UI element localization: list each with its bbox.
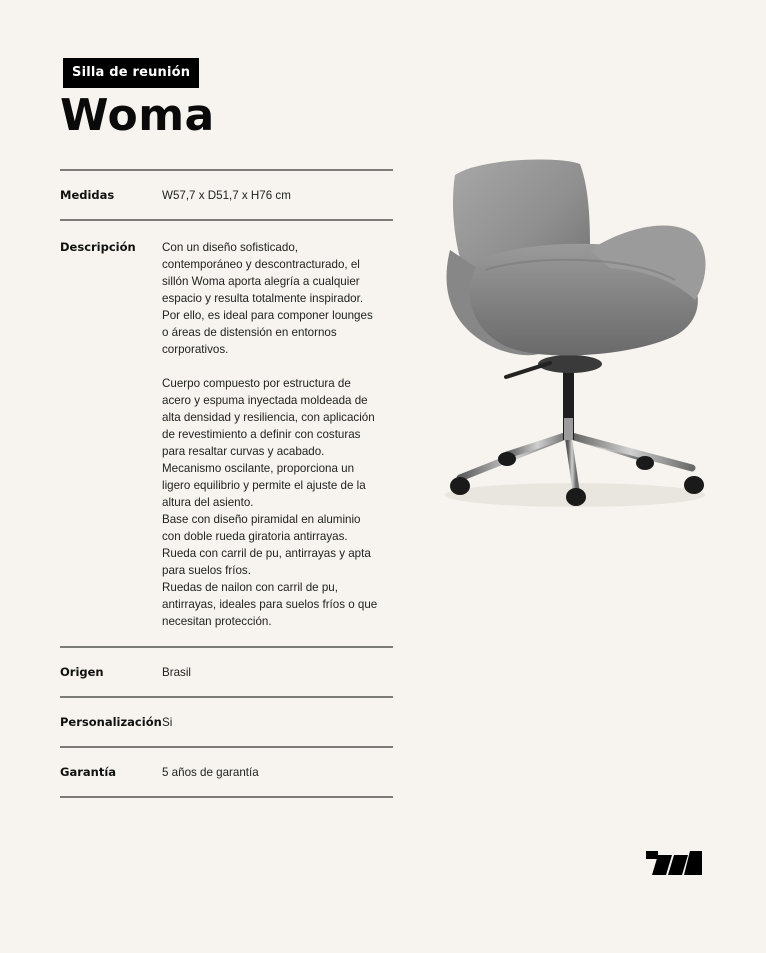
description-paragraph: Cuerpo compuesto por estructura de acero y espuma inyectada moldeada de alta densidad y resiliencia, con aplicación de revestimiento a definir con costuras para resaltar curvas y acabado. Mecanismo oscilante, proporciona un ligero equilibrio y permite el ajuste de la altura del asiento. Base con diseño piramidal en aluminio con doble rueda giratoria antirrayas. Rueda con carril de pu, antirrayas y apta para suelos fríos. Ruedas de nailon con carril de pu, antirrayas, ideales para suelos fríos o que necesitan protección. (162, 377, 378, 628)
spec-label-origen: Origen (60, 664, 104, 679)
product-title: Woma (60, 90, 215, 141)
spec-row-medidas (60, 171, 393, 221)
spec-value-origen: Brasil (162, 665, 191, 679)
spec-value-medidas: W57,7 x D51,7 x H76 cm (162, 188, 291, 202)
spec-label-garantia: Garantía (60, 764, 117, 779)
spec-row-descripcion (60, 221, 393, 648)
spec-row-origen (60, 648, 393, 698)
spec-label-personalizacion: Personalización (60, 714, 162, 729)
spec-label-medidas: Medidas (60, 187, 115, 202)
category-badge: Silla de reunión (63, 58, 199, 88)
spec-label-descripcion: Descripción (60, 240, 136, 254)
office-chair-image (440, 150, 720, 530)
spec-value-garantia: 5 años de garantía (162, 765, 259, 779)
spec-row-personalizacion (60, 698, 393, 748)
spec-value-personalizacion: Si (162, 715, 173, 729)
brand-logo-icon (646, 851, 702, 875)
spec-row-garantia (60, 748, 393, 798)
spec-value-descripcion (162, 239, 393, 630)
description-paragraph: Con un diseño sofisticado, contemporáneo y descontracturado, el sillón Woma aporta alegría a cualquier espacio y resulta totalmente inspirador. Por ello, es ideal para componer lounges o áreas de distensión en entornos corporativos. (162, 241, 373, 356)
spec-table (60, 169, 393, 798)
